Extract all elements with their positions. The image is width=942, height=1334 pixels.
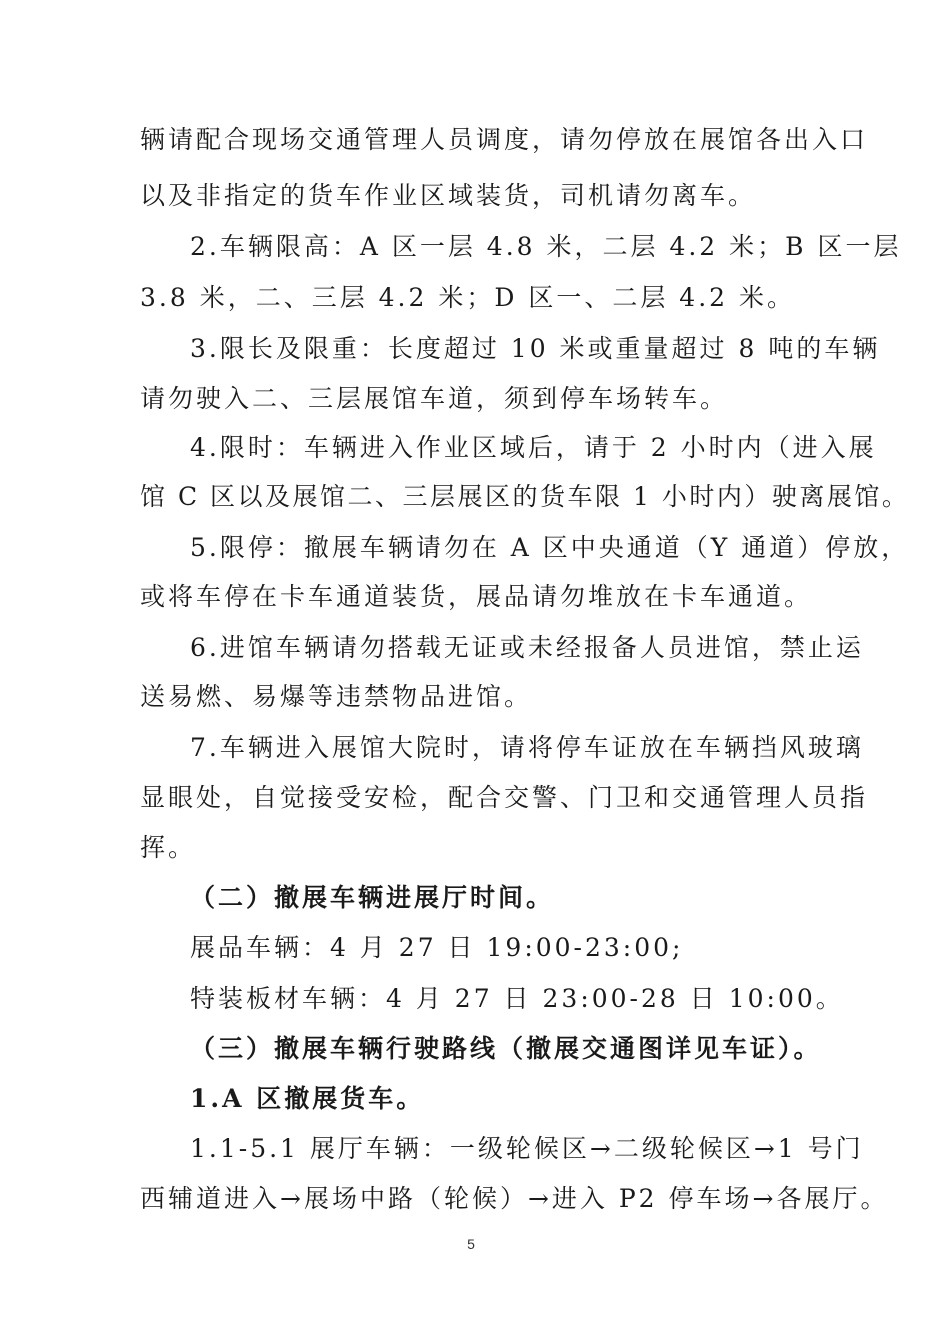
route-line: 1.1-5.1 展厅车辆：一级轮候区→二级轮候区→1 号门: [190, 1134, 864, 1163]
paragraph-line: 挥。: [140, 833, 197, 862]
route-line: 西辅道进入→展场中路（轮候）→进入 P2 停车场→各展厅。: [140, 1184, 889, 1213]
schedule-line: 展品车辆：4 月 27 日 19:00-23:00;: [190, 933, 684, 962]
section-heading-3: （三）撤展车辆行驶路线（撤展交通图详见车证）。: [190, 1034, 822, 1063]
paragraph-line: 显眼处，自觉接受安检，配合交警、门卫和交通管理人员指: [140, 783, 869, 812]
paragraph-line: 以及非指定的货车作业区域装货，司机请勿离车。: [140, 181, 757, 210]
rule-3-line: 3.限长及限重：长度超过 10 米或重量超过 8 吨的车辆: [190, 334, 881, 363]
rule-5-line: 5.限停：撤展车辆请勿在 A 区中央通道（Y 通道）停放，: [190, 533, 910, 562]
rule-7-line: 7.车辆进入展馆大院时，请将停车证放在车辆挡风玻璃: [190, 733, 864, 762]
section-heading-2: （二）撤展车辆进展厅时间。: [190, 883, 555, 912]
rule-2-line: 2.车辆限高：A 区一层 4.8 米，二层 4.2 米；B 区一层: [190, 232, 902, 261]
rule-6-line: 6.进馆车辆请勿搭载无证或未经报备人员进馆，禁止运: [190, 633, 864, 662]
paragraph-line: 3.8 米，二、三层 4.2 米；D 区一、二层 4.2 米。: [140, 283, 796, 312]
paragraph-line: 请勿驶入二、三层展馆车道，须到停车场转车。: [140, 384, 729, 413]
rule-4-line: 4.限时：车辆进入作业区域后，请于 2 小时内（进入展: [190, 433, 877, 462]
paragraph-line: 或将车停在卡车通道装货，展品请勿堆放在卡车通道。: [140, 582, 813, 611]
schedule-line: 特装板材车辆：4 月 27 日 23:00-28 日 10:00。: [190, 984, 844, 1013]
subsection-heading: 1.A 区撤展货车。: [190, 1084, 425, 1113]
page-number: 5: [467, 1236, 475, 1252]
paragraph-line: 馆 C 区以及展馆二、三层展区的货车限 1 小时内）驶离展馆。: [140, 482, 910, 511]
paragraph-line: 送易燃、易爆等违禁物品进馆。: [140, 682, 533, 711]
paragraph-line: 辆请配合现场交通管理人员调度，请勿停放在展馆各出入口: [140, 125, 869, 154]
